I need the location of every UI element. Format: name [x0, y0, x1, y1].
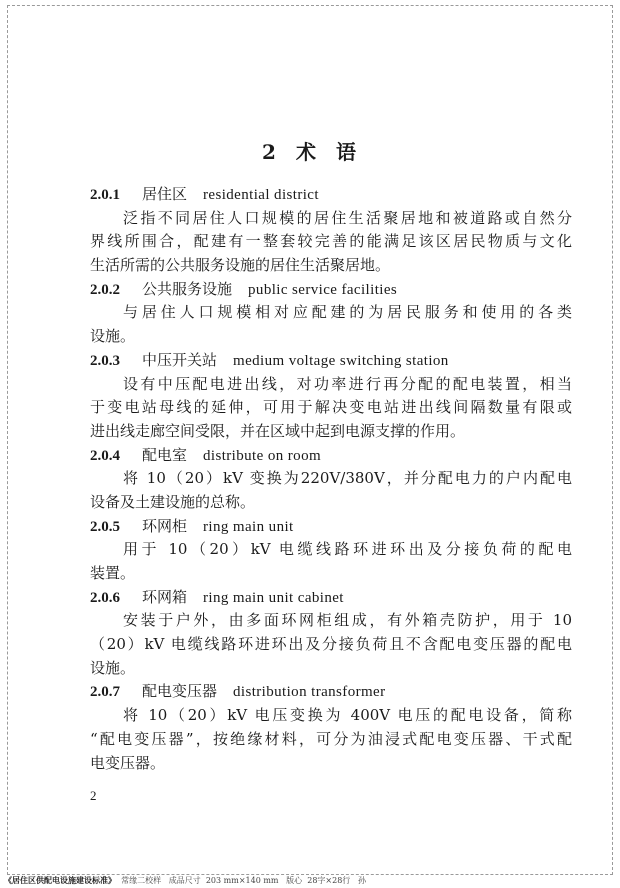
term-chinese: 配电变压器 — [142, 682, 218, 701]
term-english: medium voltage switching station — [233, 352, 449, 369]
print-footer — [4, 875, 366, 886]
definition-line: 电变压器。 — [90, 753, 166, 772]
definition-line: 用于 10（20）kV 电缆线路环进环出及分接负荷的配电 — [123, 540, 572, 559]
chapter-title — [0, 136, 620, 165]
footer-book-title: 《居住区供配电设施建设标准》 — [4, 875, 116, 885]
term-heading — [90, 183, 572, 207]
term-number: 2.0.4 — [90, 447, 120, 464]
term-english: public service facilities — [248, 281, 398, 298]
definition-line: 将 10（20）kV 电压变换为 400V 电压的配电设备，简称 — [123, 706, 572, 725]
term-entry — [90, 680, 572, 775]
term-chinese: 环网柜 — [142, 516, 188, 535]
footer-name: 孙 — [357, 876, 366, 885]
page-number: 2 — [90, 788, 97, 803]
term-chinese: 居住区 — [142, 185, 188, 203]
definition-line: 设备及土建设施的总称。 — [90, 492, 256, 511]
term-heading — [90, 680, 572, 704]
definition-line: 安装于户外，由多面环网柜组成，有外箱壳防护，用于 10 — [123, 611, 572, 630]
definition-line: 于变电站母线的延伸，可用于解决变电站进出线间隔数量有限或 — [90, 398, 572, 417]
term-entry — [90, 183, 572, 278]
definition-line: 生活所需的公共服务设施的居住生活聚居地。 — [90, 256, 391, 275]
term-entry — [90, 586, 572, 681]
footer-size: 203 mm×140 mm — [205, 876, 279, 885]
term-number: 2.0.5 — [90, 518, 120, 535]
term-chinese: 配电室 — [142, 445, 188, 464]
term-chinese: 中压开关站 — [142, 350, 218, 369]
term-chinese: 公共服务设施 — [142, 279, 233, 298]
term-english: distribution transformer — [233, 684, 386, 701]
chapter-title-word: 术 — [295, 140, 318, 164]
definition-line: “配电变压器”，按绝缘材料，可分为油浸式配电变压器、干式配 — [90, 729, 572, 748]
term-number: 2.0.1 — [90, 187, 120, 203]
term-heading — [90, 349, 572, 373]
term-heading — [90, 278, 572, 302]
definition-line: 设施。 — [90, 658, 136, 677]
terms-list — [90, 183, 572, 775]
definition-line: 装置。 — [90, 564, 136, 582]
definition-line: 设有中压配电进出线，对功率进行再分配的配电装置，相当 — [123, 374, 572, 393]
definition-line: 界线所围合，配建有一整套较完善的能满足该区居民物质与文化 — [90, 232, 572, 251]
term-number: 2.0.2 — [90, 281, 120, 298]
term-english: distribute on room — [203, 447, 322, 464]
definition-line: 与居住人口规模相对应配建的为居民服务和使用的各类 — [123, 303, 572, 322]
term-english: ring main unit — [203, 518, 294, 535]
term-english: ring main unit cabinet — [203, 589, 344, 606]
term-entry — [90, 444, 572, 515]
term-entry — [90, 278, 572, 349]
footer-layout-label: 版心 — [286, 876, 303, 885]
definition-line: 设施。 — [90, 327, 136, 346]
term-number: 2.0.3 — [90, 352, 120, 369]
definition-line: 泛指不同居住人口规模的居住生活聚居地和被道路或自然分 — [123, 208, 572, 227]
term-heading — [90, 515, 572, 539]
definition-line: （20）kV 电缆线路环进环出及分接负荷且不含配电变压器的配电 — [90, 635, 572, 654]
term-number: 2.0.7 — [90, 684, 120, 701]
chapter-number: 2 — [262, 140, 278, 164]
term-entry — [90, 515, 572, 586]
definition-line: 将 10（20）kV 变换为220V/380V，并分配电力的户内配电 — [123, 469, 572, 488]
footer-size-label: 成品尺寸 — [168, 876, 201, 885]
chapter-title-word: 语 — [335, 140, 358, 164]
term-english: residential district — [203, 187, 319, 203]
term-entry — [90, 349, 572, 444]
term-heading — [90, 444, 572, 468]
definition-line: 进出线走廊空间受限，并在区域中起到电源支撑的作用。 — [90, 421, 466, 440]
term-number: 2.0.6 — [90, 589, 120, 606]
footer-proof: 常缘二校样 — [121, 876, 162, 885]
footer-layout: 28字×28行 — [307, 876, 351, 885]
term-chinese: 环网箱 — [142, 587, 188, 606]
term-heading — [90, 586, 572, 610]
